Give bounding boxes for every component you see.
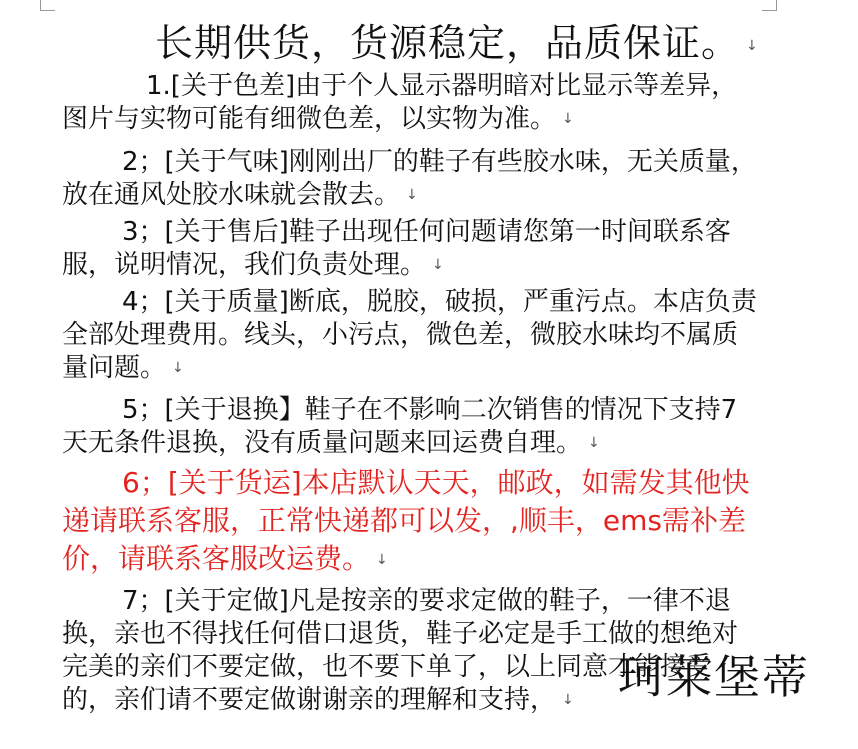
paragraph-mark-icon: ↓ [562, 692, 574, 708]
brand-watermark: 珂莱堡蒂 [618, 650, 810, 704]
title-text: 长期供货，货源稳定，品质保证。 [155, 21, 741, 65]
section-text: 2；[关于气味]刚刚出厂的鞋子有些胶水味，无关质量，放在通风处胶水味就会散去。 [62, 147, 757, 210]
paragraph-mark-icon: ↓ [172, 360, 184, 376]
section-color-difference [62, 70, 762, 136]
section-after-sales [62, 216, 762, 282]
section-shipping [62, 464, 762, 579]
section-odor [62, 146, 762, 212]
section-text: 6；[关于货运]本店默认天天，邮政，如需发其他快递请联系客服，正常快递都可以发，,顺丰，ems需补差价，请联系客服改运费。 [62, 466, 750, 575]
section-text: 5；[关于退换】鞋子在不影响二次销售的情况下支持7天无条件退换，没有质量问题来回运费自理。 [62, 395, 738, 458]
page-corner-mark-left [40, 0, 55, 11]
paragraph-mark-icon: ↓ [432, 257, 444, 273]
document-title [155, 12, 759, 67]
section-text: 4；[关于质量]断底，脱胶，破损，严重污点。本店负责全部处理费用。线头，小污点，微色差，微胶水味均不属质量问题。 [62, 287, 757, 383]
section-quality [62, 286, 762, 385]
section-returns [62, 394, 762, 460]
paragraph-mark-icon: ↓ [376, 552, 388, 568]
paragraph-mark-icon: ↓ [746, 37, 759, 54]
paragraph-mark-icon: ↓ [406, 187, 418, 203]
paragraph-mark-icon: ↓ [588, 435, 600, 451]
section-text: 7；[关于定做]凡是按亲的要求定做的鞋子，一律不退换，亲也不得找任何借口退货，鞋子必定是手工做的想绝对完美的亲们不要定做，也不要下单了，以上同意才能接受的，亲们请不要定做谢谢亲的理解和支持， [62, 586, 739, 715]
section-text: 1.[关于色差]由于个人显示器明暗对比显示等差异，图片与实物可能有细微色差，以实物为准。 [62, 71, 738, 134]
paragraph-mark-icon: ↓ [562, 111, 574, 127]
page-corner-mark-right [762, 0, 777, 11]
section-text: 3；[关于售后]鞋子出现任何问题请您第一时间联系客服，说明情况，我们负责处理。 [62, 217, 731, 280]
